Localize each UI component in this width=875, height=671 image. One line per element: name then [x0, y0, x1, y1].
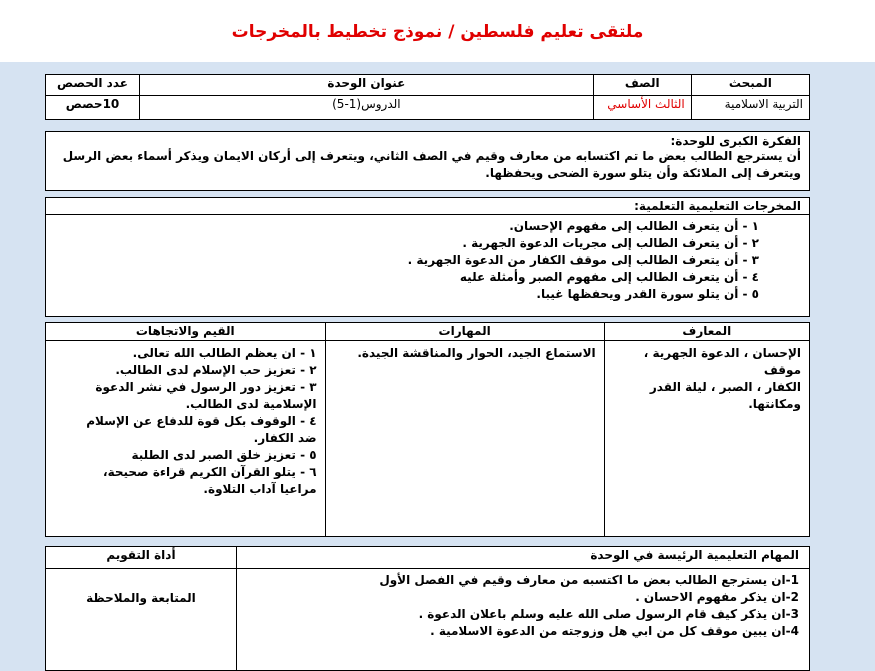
task-item: 3-ان يذكر كيف قام الرسول صلى الله عليه وسلم باعلان الدعوة . — [418, 607, 799, 621]
grade-header: الصف — [593, 75, 691, 96]
unit-info-table — [45, 74, 810, 120]
outcome-item: ٤ - أن يتعرف الطالب إلى مفهوم الصبر وأمثلة عليه — [459, 270, 759, 284]
assessment-tool-header: أداة التقويم — [46, 547, 237, 569]
big-idea-heading: الفكرة الكبرى للوحدة: — [670, 134, 801, 148]
skills-line: الاستماع الجيد، الحوار والمناقشة الجيدة. — [357, 346, 596, 360]
knowledge-line: الإحسان ، الدعوة الجهرية ، موقف — [643, 346, 801, 377]
outcome-item: ٥ - أن يتلو سورة القدر ويحفظها غيبا. — [536, 287, 759, 301]
subject-value: التربية الاسلامية — [691, 96, 809, 120]
outcome-item: ٣ - أن يتعرف الطالب إلى موقف الكفار من الدعوة الجهرية . — [407, 253, 759, 267]
assessment-tool-value: المتابعة والملاحظة — [46, 569, 237, 671]
tasks-table — [45, 546, 810, 671]
knowledge-skills-values-table — [45, 322, 810, 537]
unit-title-header: عنوان الوحدة — [140, 75, 594, 96]
task-item: 2-ان يذكر مفهوم الاحسان . — [635, 590, 799, 604]
outcome-item: ١ - أن يتعرف الطالب إلى مفهوم الإحسان. — [509, 219, 759, 233]
grade-value: الثالث الأساسي — [593, 96, 691, 120]
subject-header: المبحث — [691, 75, 809, 96]
outcomes-heading: المخرجات التعليمية التعلمية: — [46, 198, 809, 215]
skills-header: المهارات — [325, 323, 604, 341]
values-line: ٤ - الوقوف بكل قوة للدفاع عن الإسلام — [86, 414, 317, 428]
page-title: ملتقى تعليم فلسطين / نموذج تخطيط بالمخرجات — [231, 22, 644, 42]
big-idea-section — [45, 131, 810, 191]
values-header: القيم والاتجاهات — [46, 323, 326, 341]
values-line: ضد الكفار. — [253, 431, 317, 445]
values-line: الإسلامية لدى الطالب. — [185, 397, 317, 411]
values-line: ٣ - تعزيز دور الرسول في نشر الدعوة — [95, 380, 317, 394]
outcomes-section — [45, 197, 810, 317]
values-line: ٢ - تعزيز حب الإسلام لدى الطالب. — [115, 363, 317, 377]
skills-cell — [325, 341, 604, 537]
values-cell — [46, 341, 326, 537]
values-line: ١ - ان يعظم الطالب الله تعالى. — [132, 346, 317, 360]
values-line: ٥ - تعزيز خلق الصبر لدى الطلبة — [131, 448, 317, 462]
big-idea-line-2: ويتعرف إلى الملائكة وأن يتلو سورة الضحى ويحفظها. — [485, 166, 801, 180]
tasks-cell — [236, 569, 809, 671]
periods-header: عدد الحصص — [46, 75, 140, 96]
values-line: مراعيا آداب التلاوة. — [203, 482, 317, 496]
task-item: 4-ان يبين موقف كل من ابي هل وزوجته من الدعوة الاسلامية . — [430, 624, 799, 638]
knowledge-cell — [604, 341, 809, 537]
outcome-item: ٢ - أن يتعرف الطالب إلى مجريات الدعوة الجهرية . — [462, 236, 759, 250]
knowledge-header: المعارف — [604, 323, 809, 341]
tasks-heading: المهام التعليمية الرئيسة في الوحدة — [236, 547, 809, 569]
unit-title-value: الدروس(1-5) — [140, 96, 594, 120]
periods-value: 10حصص — [46, 96, 140, 120]
knowledge-line: الكفار ، الصبر ، ليلة القدر — [649, 380, 801, 394]
values-line: ٦ - يتلو القرآن الكريم قراءة صحيحة، — [103, 465, 317, 479]
task-item: 1-ان يسترجع الطالب بعض ما اكتسبه من معارف وقيم في الفصل الأول — [379, 573, 799, 587]
big-idea-line-1: أن يسترجع الطالب بعض ما تم اكتسابه من معارف وقيم في الصف الثاني، ويتعرف إلى أركان الايمان ويذكر أسماء بعض الرسل — [62, 149, 801, 163]
knowledge-line: ومكانتها. — [748, 397, 801, 411]
